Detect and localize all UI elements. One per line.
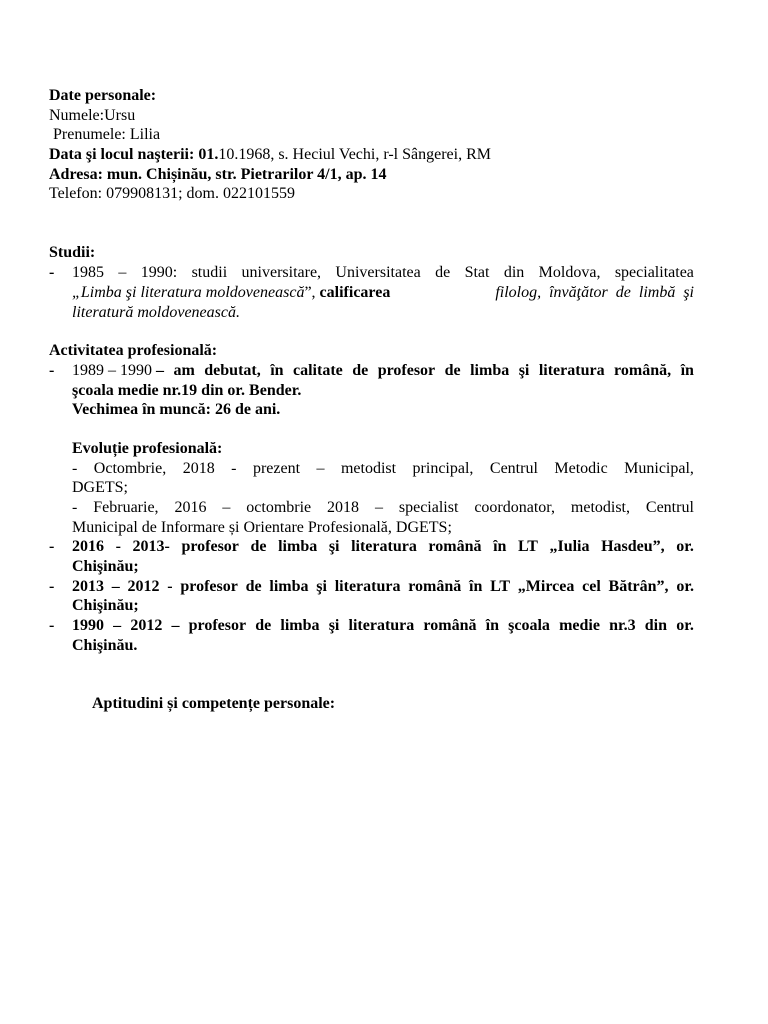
word: profesor — [188, 617, 247, 634]
word: 2012 — [130, 617, 163, 634]
birth-label: Data şi locul naşterii: 01. — [49, 146, 219, 163]
evolutie-item1-line1 — [72, 459, 694, 479]
word: metodist, — [570, 499, 630, 516]
word: - — [231, 460, 237, 477]
job1-dash: - — [49, 538, 55, 555]
word: limba — [269, 578, 309, 595]
word: – — [316, 460, 325, 477]
word: profesor — [377, 362, 436, 379]
word: or. — [676, 617, 694, 634]
word: 2018 — [182, 460, 215, 477]
word: şcoala — [508, 617, 550, 634]
word: 1990 — [72, 617, 104, 634]
personal-birth — [49, 145, 694, 165]
job3-line2: Chişinău. — [72, 637, 138, 654]
word: română — [423, 617, 477, 634]
word: Universitatea — [335, 264, 421, 281]
job1-line2: Chişinău; — [72, 558, 139, 575]
word: şi — [316, 578, 327, 595]
word: studii — [191, 264, 228, 281]
word: română — [408, 578, 462, 595]
word: - — [115, 538, 121, 555]
evolutie-item1-line2: DGETS; — [72, 479, 128, 496]
aptitudini-heading: Aptitudini și competențe personale: — [92, 695, 336, 712]
word: 2013 — [72, 578, 104, 595]
word: şi — [518, 362, 530, 379]
job3-dash: - — [49, 617, 55, 634]
word: „Iulia — [549, 538, 590, 555]
word: română, — [614, 362, 672, 379]
word: profesor — [180, 578, 238, 595]
word: 2012 — [127, 578, 160, 595]
word: de — [245, 578, 262, 595]
evolutie-item2-line1 — [72, 498, 694, 518]
activitate-heading: Activitatea profesională: — [49, 342, 218, 359]
word: – — [156, 362, 164, 379]
word: specialitatea — [614, 264, 694, 281]
word: metodist — [340, 460, 397, 477]
personal-prenume: Prenumele: Lilia — [49, 126, 161, 143]
word: de — [255, 617, 272, 634]
studii-dash: - — [49, 264, 55, 281]
studii-heading: Studii: — [49, 244, 96, 261]
activitate-debut — [156, 361, 694, 381]
word: din — [644, 617, 668, 634]
word: Municipal, — [624, 460, 694, 477]
word: – — [113, 617, 122, 634]
word: – — [374, 499, 383, 516]
word: or. — [676, 578, 694, 595]
job1-line1 — [72, 537, 694, 557]
word: – — [118, 264, 127, 281]
word: 2016 — [72, 538, 104, 555]
word: prezent — [252, 460, 301, 477]
job3-line1 — [72, 616, 694, 636]
word: octombrie — [246, 499, 312, 516]
word: de — [435, 264, 451, 281]
word: Moldova, — [538, 264, 601, 281]
personal-nume: Numele:Ursu — [49, 107, 136, 124]
word: Octombrie, — [93, 460, 167, 477]
word: literatura — [351, 538, 417, 555]
word: – — [222, 499, 231, 516]
word: în — [493, 538, 507, 555]
word: - — [167, 578, 173, 595]
word: Centrul — [489, 460, 538, 477]
word: cel — [582, 578, 601, 595]
activitate-dash: - — [49, 362, 55, 379]
word: – — [111, 578, 120, 595]
word: – — [171, 617, 180, 634]
activitate-vechime: Vechimea în muncă: 26 de ani. — [72, 401, 281, 418]
word: din — [503, 264, 525, 281]
word: LT — [490, 578, 511, 595]
word: în — [485, 617, 499, 634]
word: Februarie, — [93, 499, 159, 516]
job2-line1 — [72, 577, 694, 597]
studii-line1 — [72, 263, 694, 283]
word: limba — [470, 362, 510, 379]
studii-line2 — [72, 283, 694, 303]
word: 2018 — [327, 499, 360, 516]
word: LT — [518, 538, 538, 555]
word: literatura — [348, 617, 415, 634]
word: - — [72, 499, 78, 516]
word: principal, — [412, 460, 474, 477]
word: specialist — [398, 499, 459, 516]
word: limba — [278, 538, 318, 555]
word: „Mircea — [517, 578, 575, 595]
birth-value: 10.1968, s. Heciul Vechi, r-l Sângerei, RM — [218, 146, 491, 163]
word: literatura — [538, 362, 605, 379]
word: literatura — [334, 578, 401, 595]
studii-line3: literatură moldovenească. — [72, 304, 240, 321]
word: medie — [559, 617, 600, 634]
studii-quote-close: ”, — [304, 284, 320, 301]
personal-heading: Date personale: — [49, 87, 157, 104]
word: universitare, — [241, 264, 322, 281]
evolutie-item2-line2: Municipal de Informare și Orientare Profesională, DGETS; — [72, 519, 452, 536]
job2-line2: Chişinău; — [72, 597, 139, 614]
word: am — [173, 362, 195, 379]
word: calitate — [293, 362, 343, 379]
evolutie-heading: Evoluție profesională: — [72, 440, 223, 457]
word: Bătrân”, — [608, 578, 669, 595]
word: în — [469, 578, 483, 595]
activitate-line2: şcoala medie nr.19 din or. Bender. — [72, 382, 302, 399]
word: profesor — [181, 538, 239, 555]
word: 1990: — [140, 264, 178, 281]
word: debutat, — [204, 362, 261, 379]
word: Stat — [464, 264, 490, 281]
word: în — [270, 362, 284, 379]
studii-calificarea: calificarea — [319, 284, 391, 301]
word: Centrul — [645, 499, 694, 516]
word: 2016 — [174, 499, 207, 516]
word: română — [428, 538, 482, 555]
activitate-years: 1989 – 1990 — [72, 362, 156, 379]
word: - — [72, 460, 78, 477]
word: Metodic — [554, 460, 608, 477]
word: de — [352, 362, 369, 379]
word: coordonator, — [474, 499, 555, 516]
word: nr.3 — [609, 617, 636, 634]
studii-subject: „Limba şi literatura moldovenească — [72, 284, 305, 301]
word: 2013- — [132, 538, 170, 555]
word: în — [680, 362, 694, 379]
word: de — [444, 362, 461, 379]
word: limba — [280, 617, 320, 634]
job2-dash: - — [49, 578, 55, 595]
personal-address: Adresa: mun. Chișinău, str. Pietrarilor 4/1, ap. 14 — [49, 166, 387, 183]
word: 1985 — [72, 264, 104, 281]
word: Hasdeu”, — [601, 538, 665, 555]
word: or. — [676, 538, 694, 555]
personal-phone: Telefon: 079908131; dom. 022101559 — [49, 185, 295, 202]
word: şi — [328, 617, 340, 634]
studii-qualification: filolog, învăţător de limbă şi — [495, 284, 694, 301]
activitate-line1 — [72, 361, 694, 381]
word: de — [250, 538, 267, 555]
word: şi — [328, 538, 340, 555]
